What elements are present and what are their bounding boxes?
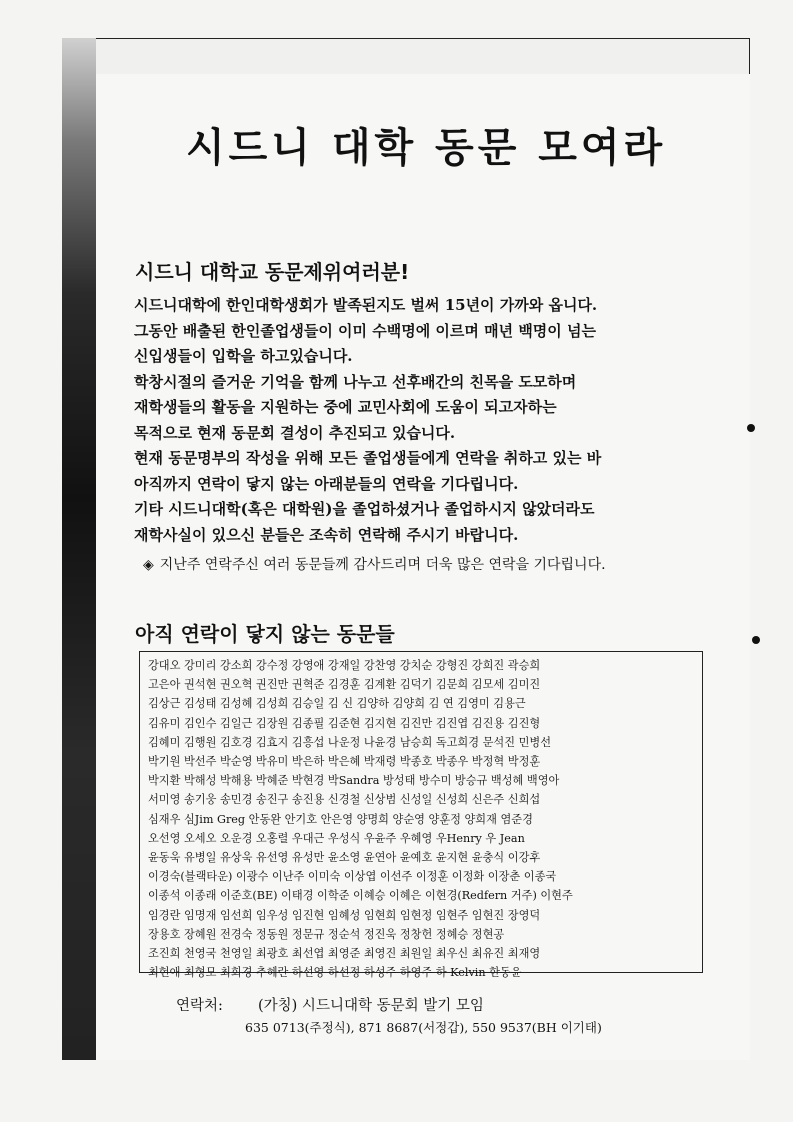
intro-line: 기타 시드니대학(혹은 대학원)을 졸업하셨거나 졸업하시지 않았더라도 (134, 500, 595, 518)
name-row: 임경란 임명재 임선희 임우성 임진현 임혜성 임현희 임현정 임현주 임현진 장영덕 (148, 908, 541, 922)
thanks-note-text: 지난주 연락주신 여러 동문들께 감사드리며 더욱 많은 연락을 기다립니다. (159, 557, 606, 573)
name-row: 이경숙(블랙타운) 이광수 이난주 이미숙 이상엽 이선주 이정훈 이정화 이장춘 이종국 (148, 870, 557, 884)
contact-phone-numbers: 635 0713(주정식), 871 8687(서정갑), 550 9537(BH 이기태) (245, 1020, 602, 1035)
name-row: 최현애 최형모 최희경 추혜란 하선영 하선정 하성주 하영주 하 Kelvin 한동윤 (148, 966, 522, 980)
intro-line: 재학생들의 활동을 지원하는 중에 교민사회에 도움이 되고자하는 (134, 398, 557, 416)
name-row: 김혜미 김행원 김호경 김효지 김흥섭 나운정 나윤경 남승희 독고희경 문석진 민병선 (148, 735, 552, 749)
intro-line: 현재 동문명부의 작성을 위해 모든 졸업생들에게 연락을 취하고 있는 바 (134, 449, 602, 467)
punch-hole-mark (752, 636, 760, 644)
intro-line: 신입생들이 입학을 하고있습니다. (134, 347, 353, 365)
intro-line: 시드니대학에 한인대학생회가 발족된지도 벌써 15년이 가까와 옵니다. (134, 296, 598, 314)
name-row: 김유미 김인수 김일근 김장원 김종필 김준현 김지현 김진만 김진엽 김진용 김진형 (148, 716, 541, 730)
alumni-names-box (139, 651, 703, 980)
intro-line: 아직까지 연락이 닿지 않는 아래분들의 연락을 기다립니다. (134, 474, 519, 493)
thanks-note (143, 554, 606, 574)
name-row: 윤동욱 유병일 유상욱 유선영 유성만 윤소영 윤연아 윤예호 윤지현 윤충식 이강후 (148, 851, 541, 865)
photo-shadow-left (62, 38, 96, 1060)
intro-paragraph (134, 293, 714, 548)
section-title: 아직 연락이 닿지 않는 동문들 (135, 622, 395, 646)
name-row: 고은아 권석현 권오혁 권진만 권혁준 김경훈 김계환 김덕기 김문희 김모세 김미진 (148, 678, 541, 692)
alumni-name-list (148, 656, 696, 982)
name-row: 박기원 박선주 박순영 박유미 박은하 박은혜 박재령 박종호 박종우 박정혁 박정훈 (148, 755, 541, 769)
name-row: 서미영 송기웅 송민경 송진구 송진용 신경철 신상범 신성일 신성희 신은주 신희섭 (148, 793, 541, 807)
diamond-bullet-icon: ◈ (143, 557, 154, 573)
greeting-heading: 시드니 대학교 동문제위여러분! (135, 260, 410, 284)
name-row: 박지환 박해성 박해용 박혜준 박현경 박Sandra 방성태 방수미 방승규 백성혜 백영아 (148, 774, 560, 788)
page-title: 시드니 대학 동문 모여라 (186, 125, 667, 171)
name-row: 강대오 강미리 강소희 강수정 강영애 강재일 강찬영 강치순 강형진 강희진 곽승희 (148, 659, 541, 672)
contact-organization: (가칭) 시드니대학 동문회 발기 모임 (258, 998, 484, 1014)
intro-line: 재학사실이 있으신 분들은 조속히 연락해 주시기 바랍니다. (134, 525, 519, 544)
name-row: 이종석 이종래 이준호(BE) 이태경 이학준 이혜승 이혜은 이현경(Redfern 거주) 이현주 (148, 889, 573, 903)
intro-line: 그동안 배출된 한인졸업생들이 이미 수백명에 이르며 매년 백명이 넘는 (134, 321, 596, 340)
contact-label: 연락처: (176, 998, 223, 1014)
punch-hole-mark (747, 424, 755, 432)
name-row: 조진희 천영국 천영일 최광호 최선엽 최영준 최영진 최원일 최우신 최유진 최재영 (148, 947, 541, 961)
intro-line: 학창시절의 즐거운 기억을 함께 나누고 선후배간의 친목을 도모하며 (134, 372, 577, 391)
name-row: 김상근 김성태 김성혜 김성희 김승일 김 신 김양하 김양희 김 연 김영미 김용근 (148, 697, 526, 711)
name-row: 장용호 장혜원 전경숙 정동원 정문규 정순석 정진욱 정창헌 정혜승 정현공 (148, 927, 505, 941)
name-row: 심재우 심Jim Greg 안동완 안기호 안은영 양명희 양순영 양훈정 양희재 염준경 (148, 812, 533, 826)
intro-line: 목적으로 현재 동문회 결성이 추진되고 있습니다. (134, 423, 456, 442)
name-row: 오선영 오세오 오운경 오홍렬 우대근 우성식 우윤주 우혜영 우Henry 우 Jean (148, 831, 525, 845)
